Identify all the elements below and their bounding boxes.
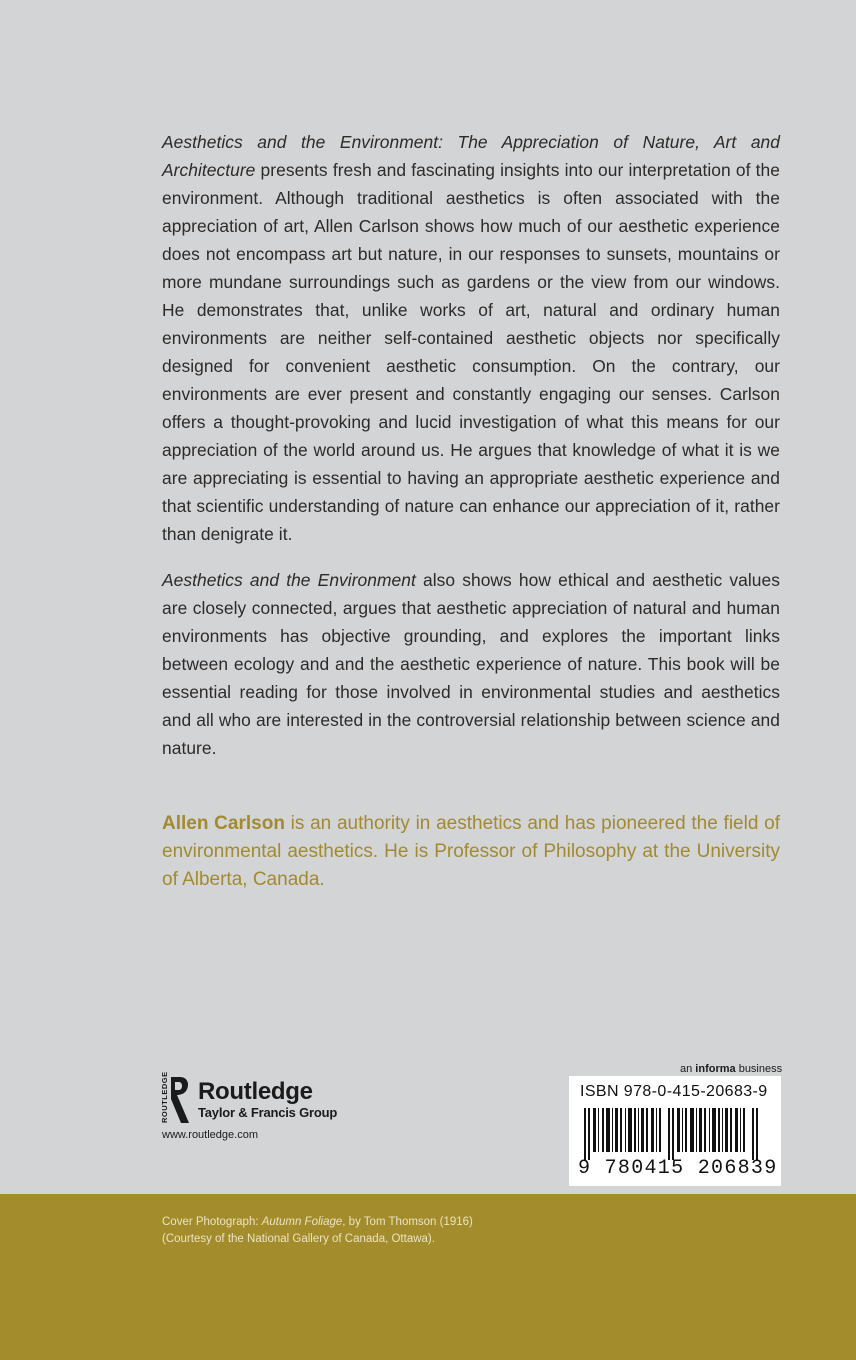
publisher-name: Routledge (198, 1078, 313, 1105)
author-bio (162, 810, 780, 894)
routledge-logo-icon (160, 1071, 192, 1125)
credit-title: Autumn Foliage (261, 1216, 343, 1228)
back-cover-text (162, 128, 780, 894)
author-name: Allen Carlson (162, 813, 285, 834)
book-title-italic: Aesthetics and the Environment: The Appreciation of Nature, Art and Architecture (162, 132, 780, 180)
description-text-2: also shows how ethical and aesthetic values are closely connected, argues that aesthetic appreciation of natural and human environments has objective grounding, and explores the important links between ecology and and the aesthetic experience of nature. This book will be essential reading for those involved in environmental studies and aesthetics and all who are interested in the controversial relationship between science and nature. (162, 570, 780, 758)
footer-band (0, 1194, 856, 1360)
credit-suffix: , by Tom Thomson (1916) (342, 1216, 473, 1228)
book-title-italic-2: Aesthetics and the Environment (162, 570, 416, 590)
isbn-number: ISBN 978-0-415-20683-9 (580, 1083, 768, 1100)
informa-suffix: business (735, 1063, 783, 1075)
cover-photo-credit (162, 1214, 473, 1248)
informa-tagline (680, 1063, 782, 1075)
description-text-1: presents fresh and fascinating insights into our interpretation of the environment. Although traditional aesthetics is often associated with the appreciation of art, Allen Carlson shows how much of our aesthetic experience does not encompass art but nature, in our responses to sunsets, mountains or more mundane surroundings such as gardens or the view from our windows. He demonstrates that, unlike works of art, natural and ordinary human environments are neither self-contained aesthetic objects nor specifically designed for convenient aesthetic consumption. On the contrary, our environments are ever present and constantly engaging our senses. Carlson offers a thought-provoking and lucid investigation of what this means for our appreciation of the world around us. He argues that knowledge of what it is we are appreciating is essential to having an appropriate aesthetic experience and that scientific understanding of nature can enhance our appreciation of it, rather than denigrate it. (162, 160, 780, 544)
barcode-digits: 9 780415 206839 (578, 1157, 778, 1180)
publisher-logo (160, 1071, 338, 1125)
publisher-group: Taylor & Francis Group (198, 1105, 338, 1120)
isbn-barcode (569, 1076, 781, 1186)
logo-vertical-text: ROUTLEDGE (160, 1071, 169, 1123)
informa-prefix: an (680, 1063, 696, 1075)
credit-line-2: (Courtesy of the National Gallery of Canada, Ottawa). (162, 1233, 435, 1245)
barcode-bars (580, 1108, 770, 1160)
credit-prefix: Cover Photograph: (162, 1216, 262, 1228)
author-bio-text: is an authority in aesthetics and has pioneered the field of environmental aesthetics. He is Professor of Philosophy at the University of Alberta, Canada. (162, 813, 780, 890)
informa-brand: informa (695, 1063, 736, 1075)
publisher-website: www.routledge.com (162, 1129, 258, 1141)
description-paragraph-1 (162, 128, 780, 548)
description-paragraph-2 (162, 566, 780, 762)
